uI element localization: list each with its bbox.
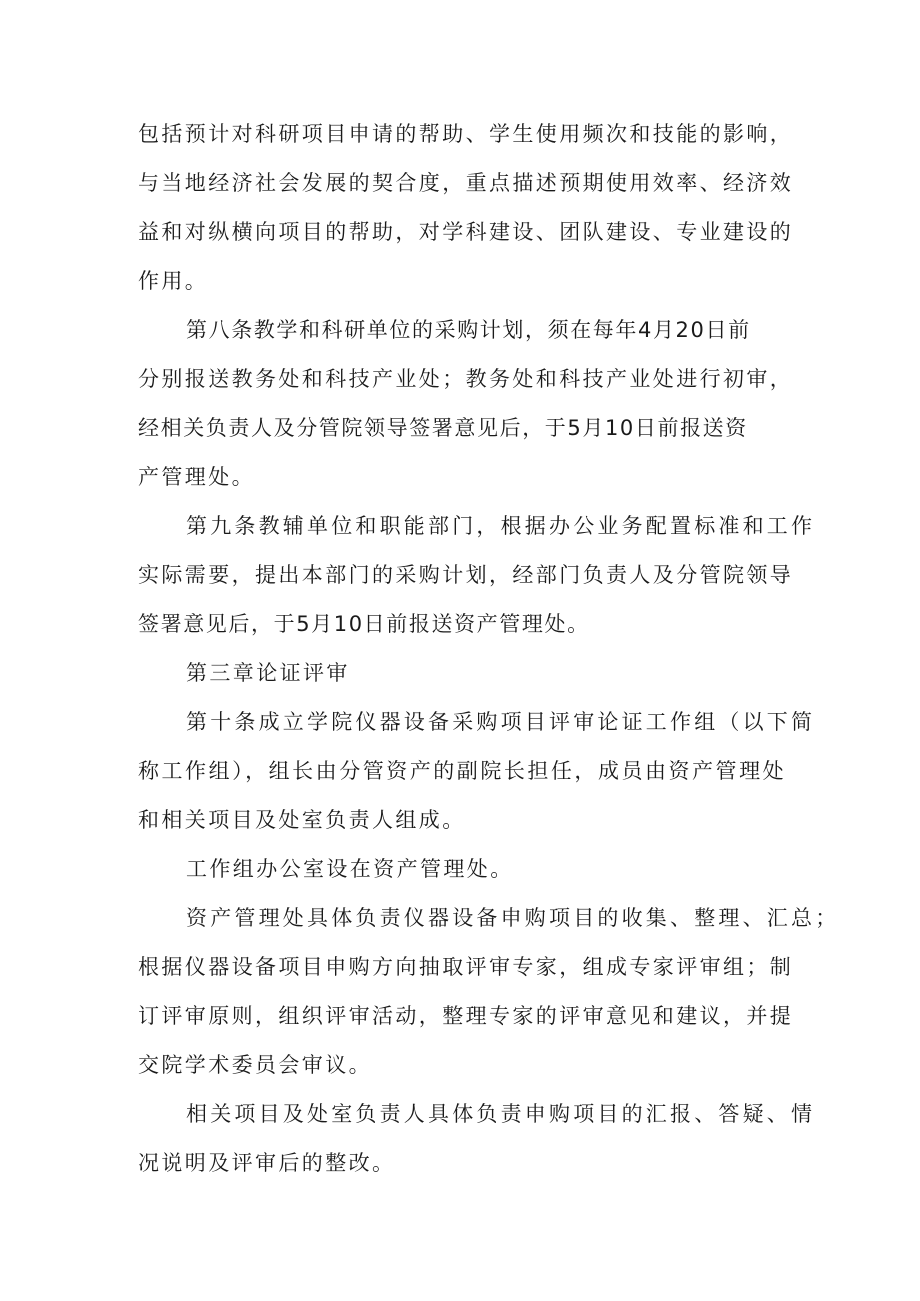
text-line: 实际需要，提出本部门的采购计划，经部门负责人及分管院领导 — [138, 563, 794, 587]
text-line: 和相关项目及处室负责人组成。 — [138, 808, 466, 832]
text-line: 分别报送教务处和科技产业处；教务处和科技产业处进行初审， — [138, 367, 794, 391]
paragraph-start-line: 第八条教学和科研单位的采购计划，须在每年4月20日前 — [186, 318, 751, 342]
chapter-heading: 第三章论证评审 — [186, 661, 350, 685]
text-line: 称工作组），组长由分管资产的副院长担任，成员由资产管理处 — [138, 759, 786, 783]
text-line: 交院学术委员会审议。 — [138, 1053, 372, 1077]
text-line: 订评审原则，组织评审活动，整理专家的评审意见和建议，并提 — [138, 1004, 794, 1028]
text-line: 况说明及评审后的整改。 — [138, 1151, 396, 1175]
paragraph-start-line: 第九条教辅单位和职能部门，根据办公业务配置标准和工作 — [186, 514, 816, 538]
text-line: 作用。 — [138, 269, 209, 293]
paragraph-start-line: 工作组办公室设在资产管理处。 — [186, 857, 514, 881]
text-line: 签署意见后，于5月10日前报送资产管理处。 — [138, 612, 590, 636]
paragraph-start-line: 第十条成立学院仪器设备采购项目评审论证工作组（以下简 — [186, 710, 816, 734]
text-line: 包括预计对科研项目申请的帮助、学生使用频次和技能的影响， — [138, 122, 794, 146]
text-line: 经相关负责人及分管院领导签署意见后，于5月10日前报送资 — [138, 416, 748, 440]
paragraph-start-line: 资产管理处具体负责仪器设备申购项目的收集、整理、汇总； — [186, 906, 840, 930]
text-line: 与当地经济社会发展的契合度，重点描述预期使用效率、经济效 — [138, 171, 794, 195]
paragraph-start-line: 相关项目及处室负责人具体负责申购项目的汇报、答疑、情 — [186, 1102, 816, 1126]
text-line: 产管理处。 — [138, 465, 255, 489]
text-line: 根据仪器设备项目申购方向抽取评审专家，组成专家评审组；制 — [138, 955, 794, 979]
text-line: 益和对纵横向项目的帮助，对学科建设、团队建设、专业建设的 — [138, 220, 794, 244]
